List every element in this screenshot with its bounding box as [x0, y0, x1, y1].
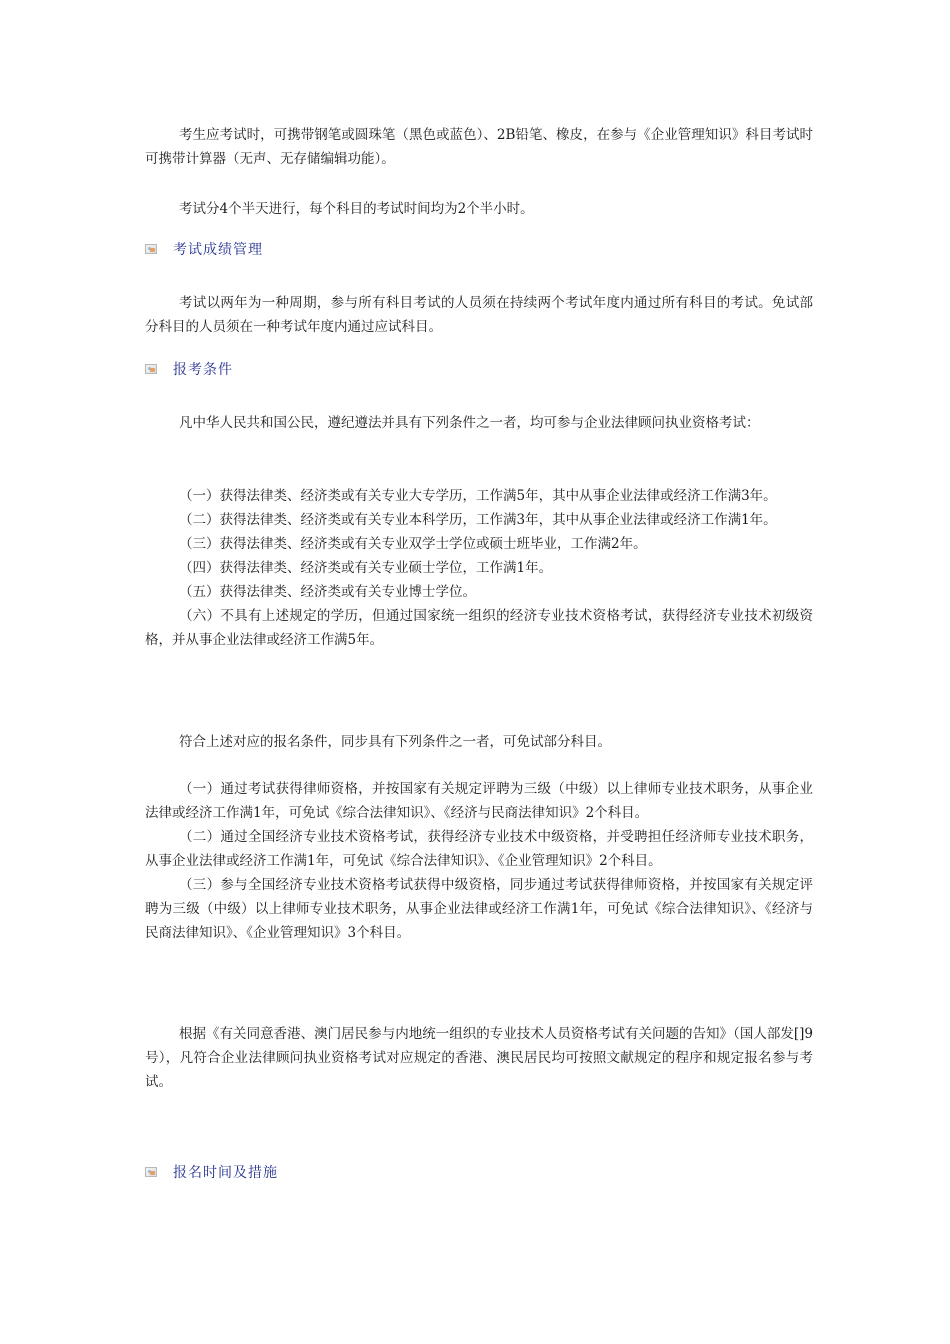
exempt-intro-block	[145, 730, 813, 754]
conditions-title: 报考条件	[173, 362, 233, 378]
exam-items-paragraph: 考生应考试时，可携带钢笔或圆珠笔（黑色或蓝色）、2B铅笔、橡皮，在参与《企业管理知识》科目考试时可携带计算器（无声、无存储编辑功能）。	[145, 127, 813, 167]
condition-item-3: （三）获得法律类、经济类或有关专业双学士学位或硕士班毕业，工作满2年。	[179, 536, 647, 552]
hk-macau-block	[145, 1022, 813, 1094]
exempt-item-1: （一）通过考试获得律师资格，并按国家有关规定评聘为三级（中级）以上律师专业技术职务，从事企业法律或经济工作满1年，可免试《综合法律知识》、《经济与民商法律知识》2个科目。	[145, 781, 813, 821]
exam-schedule-paragraph: 考试分4个半天进行，每个科目的考试时间均为2个半小时。	[179, 201, 534, 217]
exempt-item-2: （二）通过全国经济专业技术资格考试，获得经济专业技术中级资格，并受聘担任经济师专业技术职务，从事企业法律或经济工作满1年，可免试《综合法律知识》、《企业管理知识》2个科目。	[145, 829, 813, 869]
condition-item-2: （二）获得法律类、经济类或有关专业本科学历，工作满3年，其中从事企业法律或经济工作满1年。	[179, 512, 777, 528]
conditions-intro-paragraph: 凡中华人民共和国公民，遵纪遵法并具有下列条件之一者，均可参与企业法律顾问执业资格考试：	[179, 415, 760, 431]
conditions-intro-block	[145, 411, 813, 435]
broken-image-icon	[145, 364, 157, 374]
conditions-list	[145, 484, 813, 652]
registration-title: 报名时间及措施	[173, 1165, 278, 1181]
score-management-title: 考试成绩管理	[173, 242, 263, 258]
condition-item-1: （一）获得法律类、经济类或有关专业大专学历，工作满5年，其中从事企业法律或经济工作满3年。	[179, 488, 777, 504]
score-paragraph: 考试以两年为一种周期，参与所有科目考试的人员须在持续两个考试年度内通过所有科目的考试。免试部分科目的人员须在一种考试年度内通过应试科目。	[145, 295, 813, 335]
condition-item-6: （六）不具有上述规定的学历，但通过国家统一组织的经济专业技术资格考试，获得经济专业技术初级资格，并从事企业法律或经济工作满5年。	[145, 608, 813, 648]
score-management-heading	[145, 239, 263, 259]
exempt-intro-paragraph: 符合上述对应的报名条件，同步具有下列条件之一者，可免试部分科目。	[179, 734, 611, 750]
hk-macau-paragraph: 根据《有关同意香港、澳门居民参与内地统一组织的专业技术人员资格考试有关问题的告知》（国人部发[]9号），凡符合企业法律顾问执业资格考试对应规定的香港、澳民居民均可按照文献规定的程序和规定报名参与考试。	[145, 1026, 813, 1090]
registration-heading	[145, 1162, 278, 1182]
condition-item-4: （四）获得法律类、经济类或有关专业硕士学位，工作满1年。	[179, 560, 553, 576]
condition-item-5: （五）获得法律类、经济类或有关专业博士学位。	[179, 584, 476, 600]
score-block	[145, 291, 813, 339]
broken-image-icon	[145, 244, 157, 254]
exempt-list	[145, 777, 813, 945]
exempt-item-3: （三）参与全国经济专业技术资格考试获得中级资格，同步通过考试获得律师资格，并按国家有关规定评聘为三级（中级）以上律师专业技术职务，从事企业法律或经济工作满1年，可免试《综合法律知识》、《经济与民商法律知识》、《企业管理知识》3个科目。	[145, 877, 813, 941]
broken-image-icon	[145, 1167, 157, 1177]
intro-block	[145, 123, 813, 171]
exam-schedule-block	[145, 197, 813, 221]
conditions-heading	[145, 359, 233, 379]
